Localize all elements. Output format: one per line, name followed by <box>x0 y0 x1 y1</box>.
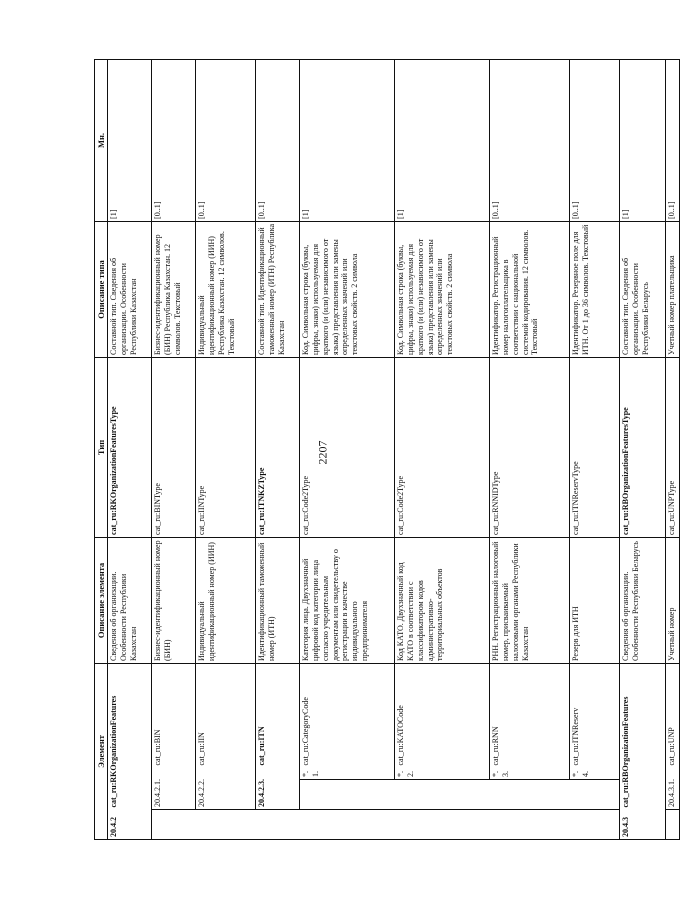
element-type: cat_ru:RBOrganizationFeaturesType <box>620 357 666 537</box>
element-type: cat_ru:Code2Type <box>395 357 490 537</box>
row-number: 20.4.2.1. <box>152 768 196 810</box>
multiplicity: [1] <box>395 59 490 221</box>
type-description: Составной тип. Сведения об организации. Особенности Республики Казахстан <box>108 221 152 357</box>
element-name: cat_ru:RBOrganizationFeatures <box>620 663 666 809</box>
multiplicity: [0..1] <box>570 59 620 221</box>
multiplicity: [1] <box>620 59 666 221</box>
header-multiplicity: Мн. <box>95 59 108 221</box>
row-number: *.2. <box>395 768 490 780</box>
element-name: cat_ru:RKOrganizationFeatures <box>108 663 152 809</box>
header-type: Тип <box>95 357 108 537</box>
element-type: cat_ru:ITNReservType <box>570 357 620 537</box>
element-description: Резерв для ИТН <box>570 537 620 663</box>
table-row <box>108 59 152 839</box>
row-number: 20.4.2.3. <box>256 768 300 810</box>
element-name: cat_ru:ITN <box>256 663 300 767</box>
type-description: Учетный номер плательщика <box>666 221 680 357</box>
header-row <box>95 59 108 839</box>
multiplicity: [0..1] <box>490 59 570 221</box>
table-row <box>152 59 196 839</box>
row-number: 20.4.3 <box>620 810 666 840</box>
row-number: 20.4.2.2. <box>196 768 256 810</box>
type-description: Составной тип. Идентификационный таможенный номер (ИТН) Республика Казахстан <box>256 221 300 357</box>
row-number: *.1. <box>300 768 395 780</box>
element-name: cat_ru:RNN <box>490 663 570 767</box>
type-description: Код. Символьная строка (буквы, цифры, знаки) используемая для краткого (и (или) независимого от языка) представления или замены определенных значений или текстовых свойств. 2 символа <box>395 221 490 357</box>
multiplicity: [0..1] <box>196 59 256 221</box>
type-description: Бизнес-идентификационный номер (БИН) Республика Казахстан. 12 символов. Текстовый <box>152 221 196 357</box>
multiplicity: [1] <box>300 59 395 221</box>
multiplicity: [0..1] <box>256 59 300 221</box>
element-name: cat_ru:KATOCode <box>395 663 490 767</box>
type-description: Код. Символьная строка (буквы, цифры, знаки) используемая для краткого (и (или) независимого от языка) представления или замены определенных значений или текстовых свойств. 2 символа <box>300 221 395 357</box>
element-type: cat_ru:RNNIDType <box>490 357 570 537</box>
schema-table <box>94 59 680 840</box>
header-type-description: Описание типа <box>95 221 108 357</box>
table-row <box>300 59 395 839</box>
element-type: cat_ru:IINType <box>196 357 256 537</box>
element-type: cat_ru:ITNKZType <box>256 357 300 537</box>
element-type: cat_ru:UNPType <box>666 357 680 537</box>
table-row <box>570 59 620 839</box>
row-number: *.3. <box>490 768 570 780</box>
table-row <box>666 59 680 839</box>
element-description: Бизнес-идентификационный номер (БИН) <box>152 537 196 663</box>
element-type: cat_ru:Code2Type <box>300 357 395 537</box>
element-name: cat_ru:IIN <box>196 663 256 767</box>
row-number: *.4. <box>570 768 620 780</box>
element-name: cat_ru:CategoryCode <box>300 663 395 767</box>
header-element: Элемент <box>95 663 108 839</box>
element-name: cat_ru:ITNReserv <box>570 663 620 767</box>
element-type: cat_ru:RKOrganizationFeaturesType <box>108 357 152 537</box>
multiplicity: [0..1] <box>152 59 196 221</box>
type-description: Индивидуальный идентификационный номер (ИИН) Республика Казахстан. 12 символов. Текстовый <box>196 221 256 357</box>
element-type: cat_ru:BINType <box>152 357 196 537</box>
row-number: 20.4.2 <box>108 810 152 840</box>
element-description: РНН. Регистрационный налоговый номер, присваиваемый налоговыми органами Республики Казахстан <box>490 537 570 663</box>
page-number: 2207 <box>315 440 330 465</box>
header-description: Описание элемента <box>95 537 108 663</box>
element-description: Индивидуальный идентификационный номер (ИИН) <box>196 537 256 663</box>
table-row <box>490 59 570 839</box>
rotated-table-container <box>94 60 677 840</box>
type-description: Идентификатор. Резервное поле для ИТН. От 1 до 36 символов. Текстовый <box>570 221 620 357</box>
element-description: Сведения об организации. Особенности Республики Беларусь <box>620 537 666 663</box>
element-name: cat_ru:UNP <box>666 663 680 767</box>
element-description: Идентификационный таможенный номер (ИТН) <box>256 537 300 663</box>
element-description: Категория лица. Двухзначный цифровой код категории лица согласно учредительным документам или свидетельству о регистрации в качестве индивидуального предпринимателя <box>300 537 395 663</box>
element-description: Код КАТО. Двухзначный код КАТО в соответствии с классификатором кодов административно-территориальных объектов <box>395 537 490 663</box>
element-description: Сведения об организации. Особенности Республики Казахстан <box>108 537 152 663</box>
type-description: Составной тип. Сведения об организации. Особенности Республики Беларусь <box>620 221 666 357</box>
row-number: 20.4.3.1. <box>666 768 680 810</box>
multiplicity: [1] <box>108 59 152 221</box>
table-row <box>395 59 490 839</box>
multiplicity: [0..1] <box>666 59 680 221</box>
table-row <box>256 59 300 839</box>
type-description: Идентификатор. Регистрационный номер налогоплательщика в соответствии с национальной системой кодирования. 12 символов. Текстовый <box>490 221 570 357</box>
element-name: cat_ru:BIN <box>152 663 196 767</box>
table-row <box>620 59 666 839</box>
table-row <box>196 59 256 839</box>
element-description: Учетный номер <box>666 537 680 663</box>
